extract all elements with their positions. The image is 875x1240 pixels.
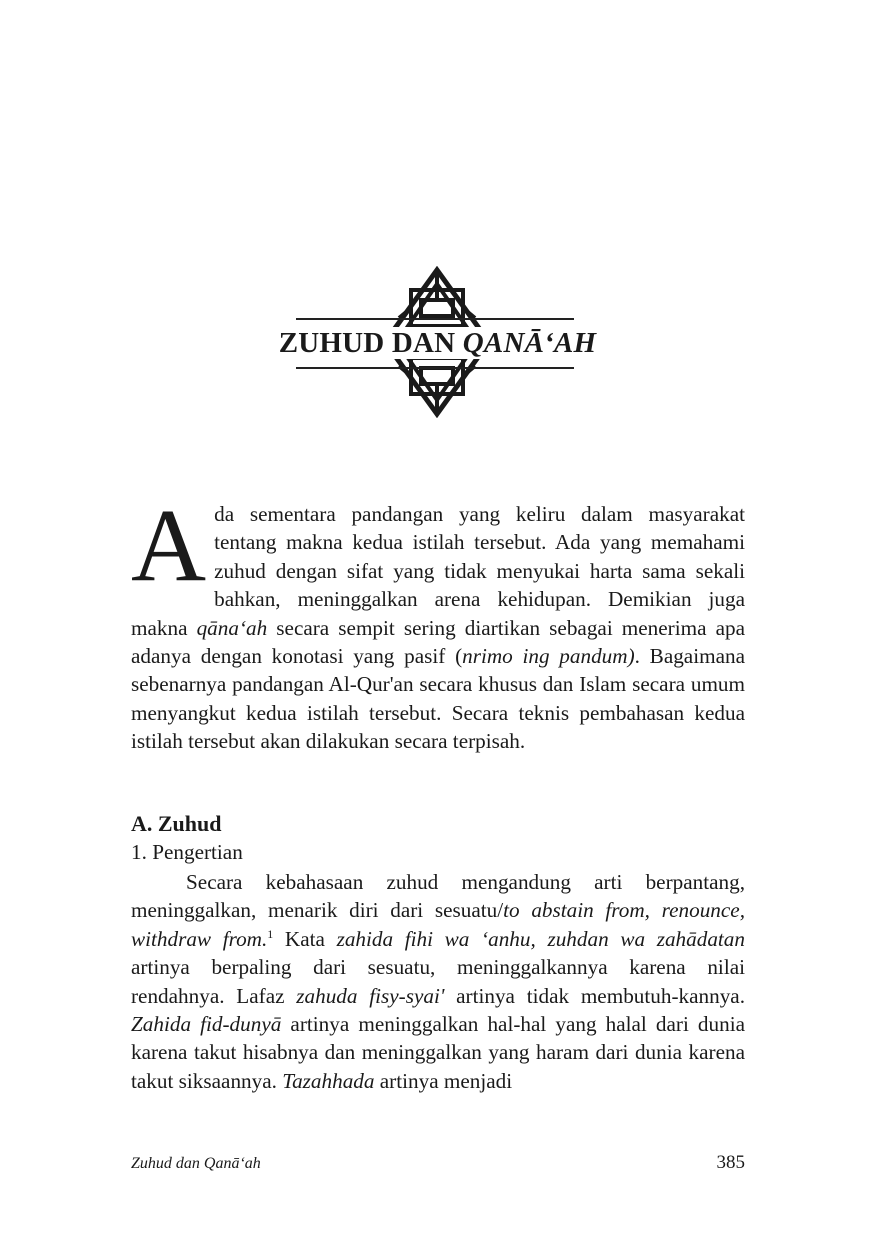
footnote-marker[interactable]: 1 — [267, 926, 274, 941]
para2-text-6: artinya menjadi — [374, 1068, 513, 1093]
intro-term-qanaah: qāna‘ah — [196, 615, 268, 640]
chapter-title-italic: QANĀ‘AH — [462, 327, 597, 359]
para2-italic-1: to abstain from, renounce, withdraw from. — [131, 898, 745, 951]
para2-text-5: artinya meninggalkan hal-hal yang halal dari dunia karena takut hisabnya dan meninggalkan yang haram dari dunia karena takut siksaannya. — [131, 1012, 745, 1093]
title-rule-top — [296, 318, 574, 320]
para2-text-1: Secara kebahasaan zuhud mengandung arti berpantang, meninggalkan, menarik diri dari sesuatu/ — [131, 870, 745, 923]
intro-term-nrimo: nrimo ing pandum) — [462, 644, 635, 669]
page-number: 385 — [716, 1152, 745, 1173]
intro-mid-text: secara sempit sering diartikan sebagai menerima apa adanya dengan konotasi yang pasif ( — [131, 615, 745, 669]
definition-paragraph — [131, 868, 745, 1095]
para2-text-2: Kata — [273, 926, 337, 951]
para2-text-4: artinya tidak membutuh-kannya. — [444, 983, 745, 1008]
intro-lead-text: da sementara pandangan yang keliru dalam masyarakat tentang makna kedua istilah tersebut. Ada yang memahami zuhud dengan sifat yang tidak menyukai harta sama sekali bahkan, meninggalkan arena kehidupan. Demikian juga makna — [131, 502, 745, 640]
para2-italic-2: zahida fihi wa ‘anhu, zuhdan wa zahādatan — [336, 926, 745, 951]
para2-italic-4: Zahida fid-dunyā — [131, 1012, 282, 1037]
running-footer-title: Zuhud dan Qanā‘ah — [131, 1155, 261, 1172]
section-heading: A. Zuhud — [131, 811, 222, 836]
chapter-title-plain: ZUHUD DAN — [278, 327, 463, 359]
drop-cap: A — [131, 488, 207, 603]
title-rule-bottom — [296, 367, 574, 369]
para2-italic-3: zahuda fisy-syai' — [296, 983, 445, 1008]
para2-text-3: artinya berpaling dari sesuatu, meninggalkannya karena nilai rendahnya. Lafaz — [131, 955, 745, 1008]
intro-tail-text: . Bagaimana sebenarnya pandangan Al-Qur'an secara khusus dan Islam secara umum menyangkut kedua istilah tersebut. Secara teknis pembahasan kedua istilah tersebut akan dilakukan secara terpisah. — [131, 644, 745, 754]
subsection-heading: 1. Pengertian — [131, 840, 243, 864]
chapter-title — [0, 325, 875, 361]
intro-paragraph — [131, 488, 745, 756]
para2-italic-5: Tazahhada — [282, 1068, 375, 1093]
